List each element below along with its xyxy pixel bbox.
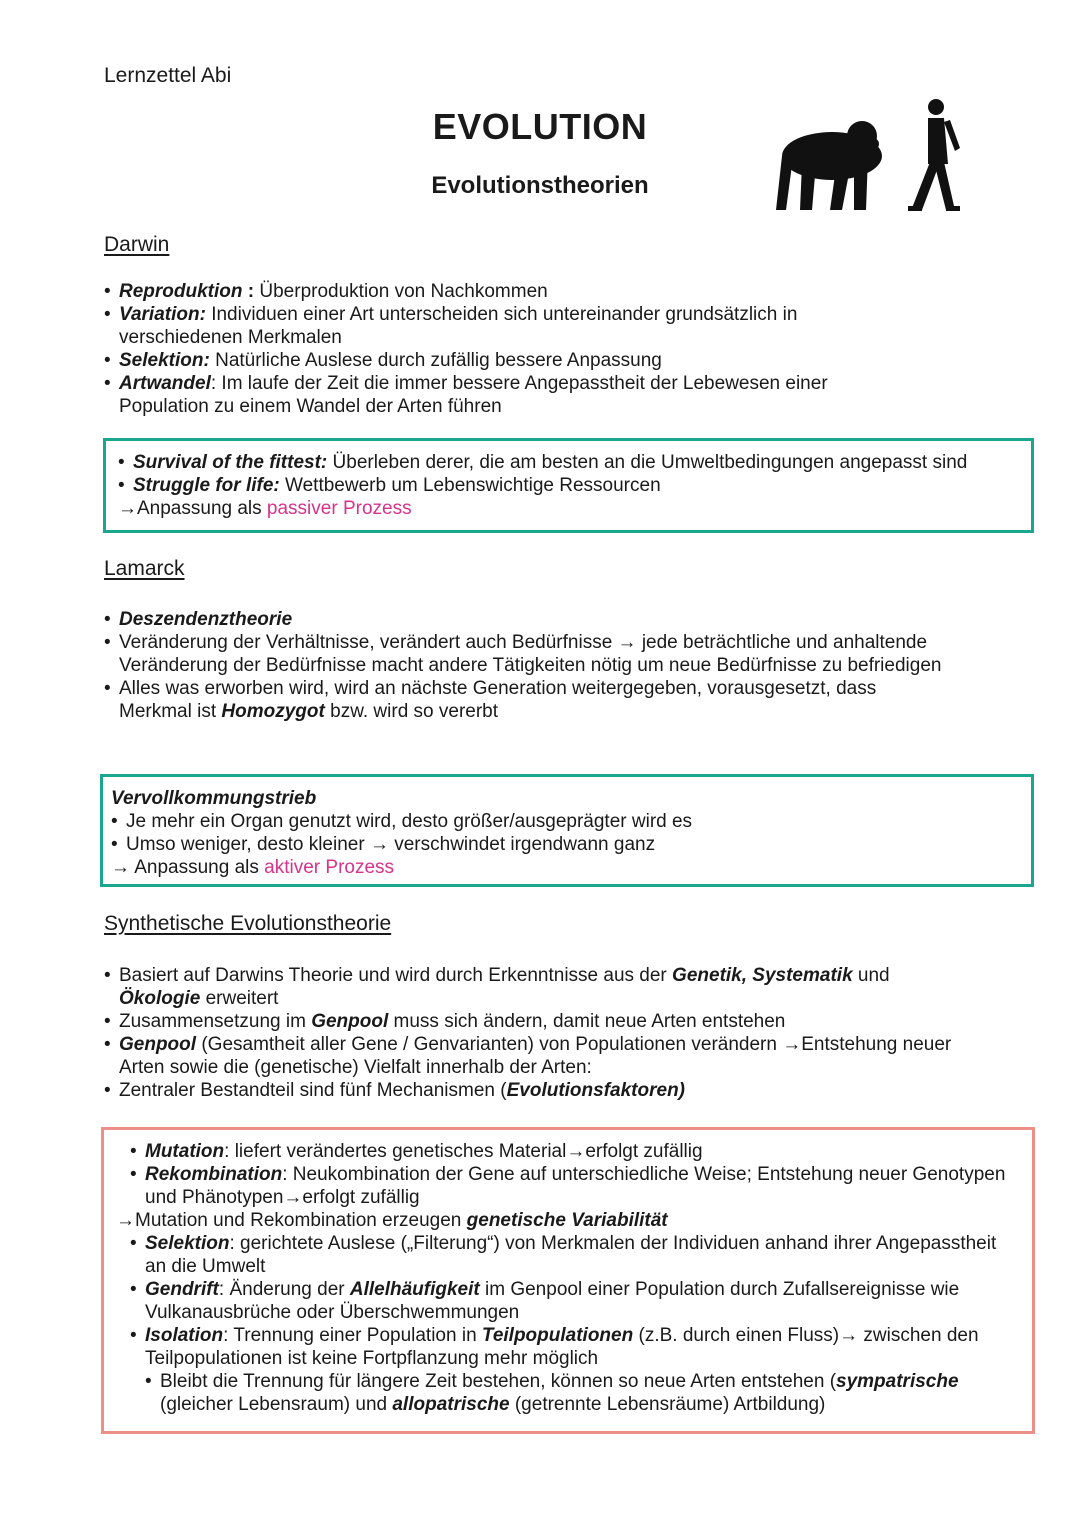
- list-item: • Gendrift: Änderung der Allelhäufigkeit im Genpool einer Population durch Zufallsereignisse wie Vulkanausbrüche oder Überschwemmungen: [130, 1278, 1020, 1324]
- list-item: • Basiert auf Darwins Theorie und wird durch Erkenntnisse aus der Genetik, Systematik und Ökologie erweitert: [104, 964, 964, 1010]
- lamarck-list: [104, 608, 944, 723]
- darwin-heading: Darwin: [104, 233, 170, 256]
- list-item: • Selektion: Natürliche Auslese durch zufällig bessere Anpassung: [104, 349, 904, 372]
- darwin-conclusion: →Anpassung als passiver Prozess: [118, 498, 412, 519]
- darwin-summary-list: [118, 451, 1031, 497]
- lamarck-box-title: Vervollkommungstrieb: [111, 788, 317, 809]
- list-item: • Survival of the fittest: Überleben derer, die am besten an die Umweltbedingungen angepasst sind: [118, 451, 1031, 474]
- list-item: • Isolation: Trennung einer Population in Teilpopulationen (z.B. durch einen Fluss)→ zwischen den Teilpopulationen ist keine Fortpflanzung mehr möglich • Bleibt die Trennung für längere Zeit bestehen, können so neue Arten entstehen (sympatrische (gleicher Lebensraum) und allopatrische (getrennte Lebensräume) Artbildung): [130, 1324, 1020, 1416]
- list-item: • Artwandel: Im laufe der Zeit die immer bessere Angepasstheit der Lebewesen einer Population zu einem Wandel der Arten führen: [104, 372, 904, 418]
- darwin-list: [104, 280, 904, 418]
- page-title: EVOLUTION: [432, 106, 648, 147]
- list-item: • Variation: Individuen einer Art unterscheiden sich untereinander grundsätzlich in verschiedenen Merkmalen: [104, 303, 904, 349]
- list-item: • Je mehr ein Organ genutzt wird, desto größer/ausgeprägter wird es: [111, 810, 1031, 833]
- list-item: • Selektion: gerichtete Auslese („Filterung“) von Merkmalen der Individuen anhand ihrer Angepasstheit an die Umwelt: [130, 1232, 1020, 1278]
- isolation-sublist: [145, 1370, 1005, 1416]
- list-item: • Zentraler Bestandteil sind fünf Mechanismen (Evolutionsfaktoren): [104, 1079, 964, 1102]
- page-subtitle: Evolutionstheorien: [431, 172, 649, 199]
- list-item: • Mutation: liefert verändertes genetisches Material→erfolgt zufällig: [130, 1140, 1020, 1163]
- lamarck-heading: Lamarck: [104, 557, 185, 580]
- page-label: Lernzettel Abi: [104, 64, 232, 87]
- list-item: • Bleibt die Trennung für längere Zeit bestehen, können so neue Arten entstehen (sympatrische (gleicher Lebensraum) und allopatrische (getrennte Lebensräume) Artbildung): [145, 1370, 1005, 1416]
- lamarck-summary-list: [111, 810, 1031, 856]
- factors-list-b: [130, 1232, 1020, 1416]
- synthetic-heading: Synthetische Evolutionstheorie: [104, 912, 392, 935]
- list-item: • Deszendenztheorie: [104, 608, 944, 631]
- darwin-summary-box: [103, 438, 1034, 533]
- lamarck-conclusion: → Anpassung als aktiver Prozess: [111, 857, 395, 878]
- evolution-illustration: [770, 98, 970, 221]
- list-item: • Zusammensetzung im Genpool muss sich ändern, damit neue Arten entstehen: [104, 1010, 964, 1033]
- list-item: • Alles was erworben wird, wird an nächste Generation weitergegeben, vorausgesetzt, dass Merkmal ist Homozygot bzw. wird so vererbt: [104, 677, 944, 723]
- walking-human-icon: [908, 99, 960, 211]
- chimpanzee-icon: [776, 121, 882, 210]
- variability-conclusion: →Mutation und Rekombination erzeugen genetische Variabilität: [116, 1210, 668, 1231]
- factors-list-a: [130, 1140, 1020, 1209]
- list-item: • Struggle for life: Wettbewerb um Lebenswichtige Ressourcen: [118, 474, 1031, 497]
- evolution-factors-box: [101, 1127, 1035, 1434]
- list-item: • Reproduktion : Überproduktion von Nachkommen: [104, 280, 904, 303]
- list-item: • Genpool (Gesamtheit aller Gene / Genvarianten) von Populationen verändern →Entstehung neuer Arten sowie die (genetische) Vielfalt innerhalb der Arten:: [104, 1033, 964, 1079]
- lamarck-summary-box: [100, 774, 1034, 887]
- list-item: • Rekombination: Neukombination der Gene auf unterschiedliche Weise; Entstehung neuer Genotypen und Phänotypen→erfolgt zufällig: [130, 1163, 1020, 1209]
- list-item: • Umso weniger, desto kleiner → verschwindet irgendwann ganz: [111, 833, 1031, 856]
- synthetic-list: [104, 964, 964, 1102]
- list-item: • Veränderung der Verhältnisse, verändert auch Bedürfnisse → jede beträchtliche und anhaltende Veränderung der Bedürfnisse macht andere Tätigkeiten nötig um neue Bedürfnisse zu befriedigen: [104, 631, 944, 677]
